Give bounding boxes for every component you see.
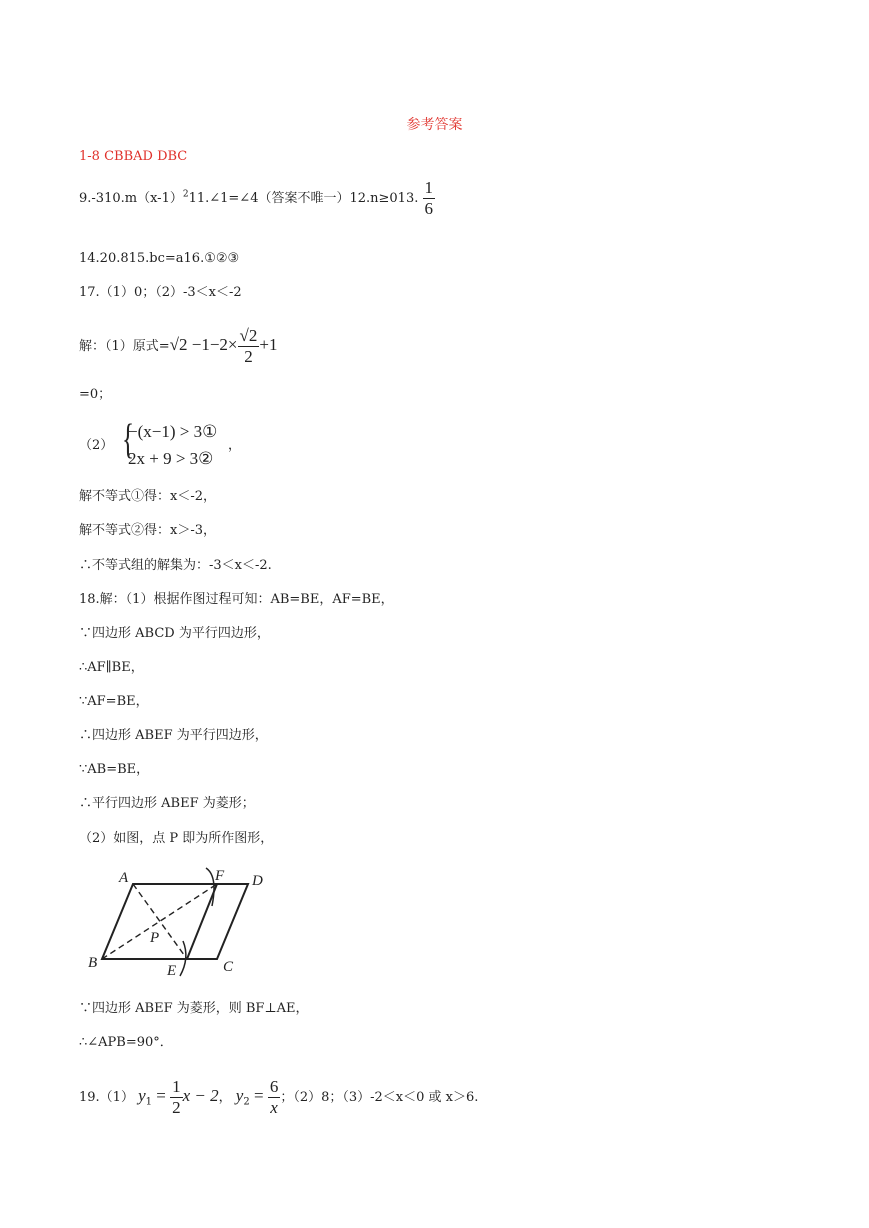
answers-11-13-text: 11.∠1=∠4（答案不唯一）12.n≥013. xyxy=(188,191,419,206)
proof-18-line3: ∴AF∥BE， xyxy=(79,660,144,675)
answer-19 xyxy=(79,1073,478,1126)
label-c: C xyxy=(223,959,234,975)
answers-9-13-text: 9.-310.m（x-1） xyxy=(79,191,183,206)
answer-19-prefix: 19.（1） xyxy=(79,1090,134,1105)
inequality-2: 2x + 9 > 3② xyxy=(128,449,214,468)
expression-x-minus-2: x − 2 xyxy=(182,1086,219,1105)
subscript-2: 2 xyxy=(243,1096,250,1108)
solve-ineq-1: 解不等式①得：x＜-2， xyxy=(79,489,216,504)
fraction-six-over-x xyxy=(268,1077,281,1118)
subscript-1: 1 xyxy=(145,1096,153,1108)
numerator: 6 xyxy=(269,1077,279,1096)
label-e: E xyxy=(167,963,177,979)
numerator: 1 xyxy=(172,1077,181,1096)
answers-14-16: 14.20.815.bc=a16.①②③ xyxy=(79,251,240,266)
denominator: 2 xyxy=(244,347,253,366)
segment-fe xyxy=(187,884,217,959)
proof-18-line6: ∵AB=BE， xyxy=(79,762,150,777)
numerator: √2 xyxy=(239,326,258,345)
label-d: D xyxy=(252,873,263,889)
proof-18-line7: ∴平行四边形 ABEF 为菱形； xyxy=(79,796,255,811)
var-y1: y xyxy=(138,1086,146,1105)
expression-a: √2 −1−2× xyxy=(169,335,238,354)
page-title: 参考答案 xyxy=(406,117,463,133)
label-p: P xyxy=(150,930,160,946)
denominator: 6 xyxy=(424,199,433,218)
answers-1-8: 1-8 CBBAD DBC xyxy=(79,149,188,164)
system-suffix: ， xyxy=(228,438,242,453)
denominator: 2 xyxy=(172,1098,181,1117)
diagonal-ae xyxy=(133,884,187,959)
label-f: F xyxy=(215,868,225,884)
inequality-1: −(x−1) > 3① xyxy=(128,422,218,441)
comma: ， xyxy=(218,1090,232,1105)
system-prefix: （2） xyxy=(79,438,114,453)
answer-19-suffix: ；（2）8；（3）-2＜x＜0 或 x＞6. xyxy=(280,1090,479,1105)
proof-18-line1: 18.解：（1）根据作图过程可知：AB=BE，AF=BE， xyxy=(79,592,394,607)
answer-17: 17.（1）0；（2）-3＜x＜-2 xyxy=(79,285,242,300)
var-y2: y xyxy=(235,1086,244,1105)
equals-1: = xyxy=(152,1086,171,1105)
equals-2: = xyxy=(249,1086,268,1105)
superscript: 2 xyxy=(182,189,189,200)
fraction-one-half xyxy=(170,1077,183,1118)
label-a: A xyxy=(119,870,129,886)
proof-18-part2: （2）如图，点 P 即为所作图形， xyxy=(79,831,274,846)
proof-18-line2: ∵四边形 ABCD 为平行四边形， xyxy=(79,626,270,641)
solve-ineq-2: 解不等式②得：x＞-3， xyxy=(79,523,216,538)
solution-prefix: 解：（1）原式= xyxy=(79,339,170,354)
proof-18-line8: ∵四边形 ABEF 为菱形，则 BF⊥AE， xyxy=(79,1001,309,1016)
numerator: 1 xyxy=(424,178,433,197)
result-zero: =0； xyxy=(79,387,112,402)
proof-18-line5: ∴四边形 ABEF 为平行四边形， xyxy=(79,728,268,743)
proof-18-conclusion: ∴∠APB=90°． xyxy=(79,1035,173,1050)
proof-18-line4: ∵AF=BE， xyxy=(79,694,149,709)
brace-icon: { xyxy=(122,417,135,463)
label-b: B xyxy=(88,955,98,971)
parallelogram-abcd xyxy=(102,884,248,959)
denominator: x xyxy=(270,1098,278,1117)
solution-set: ∴不等式组的解集为：-3＜x＜-2. xyxy=(79,558,272,573)
expression-b: +1 xyxy=(259,335,278,354)
